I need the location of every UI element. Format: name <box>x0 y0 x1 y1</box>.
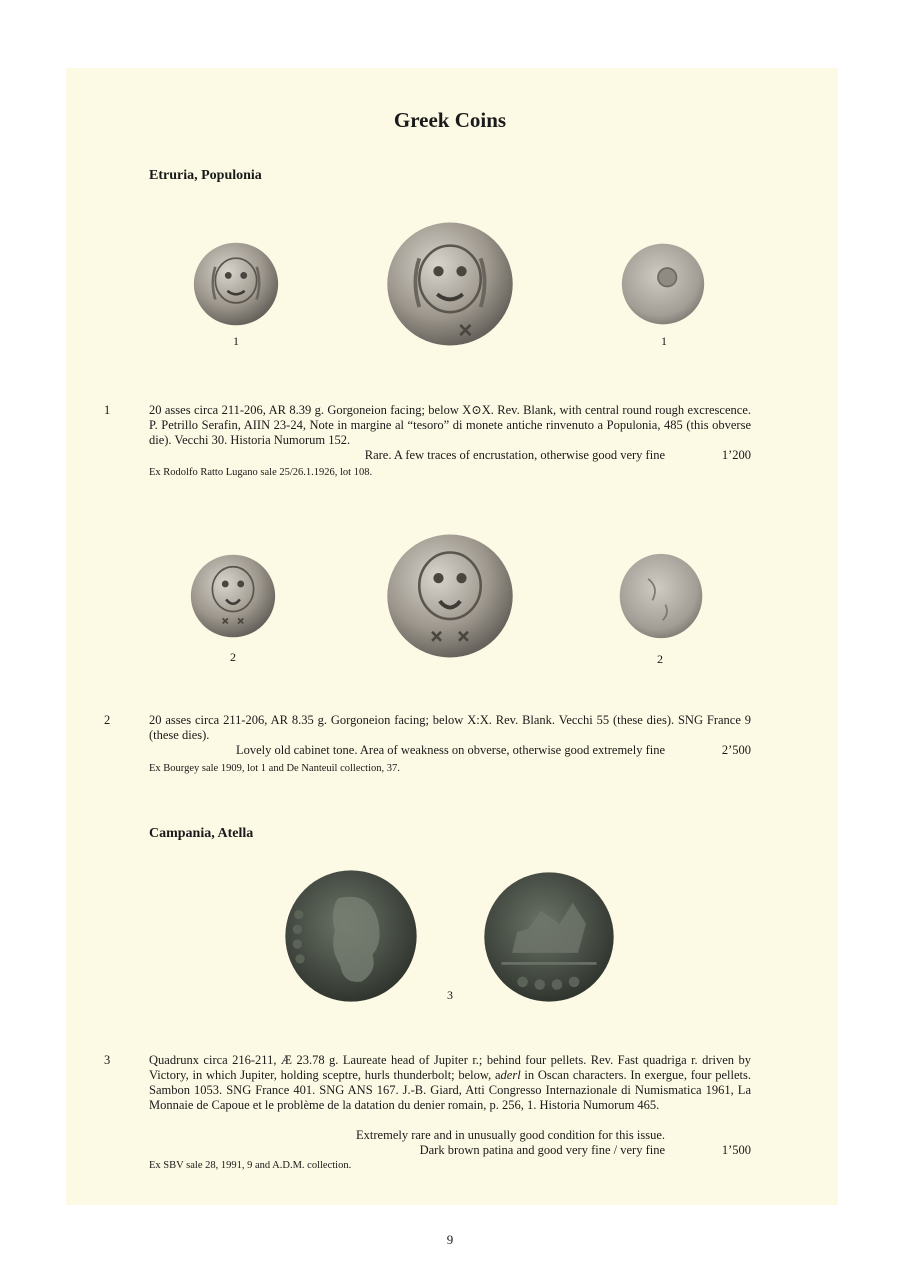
lot-estimate-price: 2’500 <box>721 743 751 757</box>
plate-label-1-reverse: 1 <box>661 334 667 348</box>
plate-label-2-reverse: 2 <box>657 652 663 666</box>
section-heading-etruria: Etruria, Populonia <box>149 168 262 183</box>
lot-condition-line <box>420 1143 751 1158</box>
coin-2-obverse-enlarged-image <box>386 527 514 665</box>
page-number: 9 <box>446 1232 454 1247</box>
lot-condition-line <box>365 448 751 463</box>
plate-label-2-obverse: 2 <box>230 650 236 664</box>
lot-description-part2: in Oscan characters. In exergue, four pellets. Sambon 1053. SNG France 401. SNG ANS 167. J.-B. Giard, Atti Congresso Internazionale di Numismatica 1961, La Monnaie de Capoue et le problème de la datation du denier romain, p. 256, 1. Historia Numorum 465. <box>149 1068 752 1112</box>
lot-estimate-price: 1’500 <box>721 1143 751 1157</box>
coin-1-reverse-image <box>621 242 705 326</box>
lot-description: 20 asses circa 211-206, AR 8.35 g. Gorgoneion facing; below X:X. Rev. Blank. Vecchi 55 (these dies). SNG France 9 (these dies). <box>149 713 751 742</box>
coin-2-reverse-image <box>618 548 704 644</box>
lot-condition-line <box>356 1128 751 1143</box>
lot-number: 2 <box>104 713 111 727</box>
coin-3-reverse-image <box>482 871 616 1003</box>
plate-label-1-obverse: 1 <box>233 334 239 348</box>
lot-provenance: Ex Rodolfo Ratto Lugano sale 25/26.1.1926, lot 108. <box>149 467 373 478</box>
lot-estimate-price: 1’200 <box>721 448 751 462</box>
lot-condition: Lovely old cabinet tone. Area of weakness on obverse, otherwise good extremely fine <box>235 743 665 757</box>
lot-condition-rarity: Extremely rare and in unusually good condition for this issue. <box>356 1128 665 1142</box>
lot-provenance: Ex SBV sale 28, 1991, 9 and A.D.M. collection. <box>149 1160 352 1171</box>
coin-1-obverse-enlarged-image <box>386 220 514 348</box>
lot-number: 3 <box>104 1053 111 1067</box>
coin-2-obverse-image <box>190 551 276 641</box>
lot-description <box>149 1053 751 1113</box>
lot-description-oscan-legend: derl <box>500 1068 521 1082</box>
section-heading-campania: Campania, Atella <box>149 826 254 841</box>
coin-3-obverse-image <box>284 869 418 1003</box>
lot-condition-line <box>236 743 751 758</box>
lot-provenance: Ex Bourgey sale 1909, lot 1 and De Nanteuil collection, 37. <box>149 763 400 774</box>
lot-description: 20 asses circa 211-206, AR 8.39 g. Gorgoneion facing; below X⊙X. Rev. Blank, with central round rough excrescence. P. Petrillo Serafin, AIIN 23-24, Note in margine al “tesoro” di monete antiche rinvenuto a Populonia, 485 (this obverse die). Vecchi 30. Historia Numorum 152. <box>149 403 751 447</box>
lot-condition: Dark brown patina and good very fine / very fine <box>419 1143 665 1157</box>
lot-description-part1: Quadrunx circa 216-211, Æ 23.78 g. Laureate head of Jupiter r.; behind four pellets. Rev. Fast quadriga r. driven by Victory, in which Jupiter, holding sceptre, hurls thunderbolt; below, a <box>149 1053 751 1082</box>
lot-number: 1 <box>104 403 111 417</box>
plate-label-3: 3 <box>447 988 453 1002</box>
page-title: Greek Coins <box>393 108 507 132</box>
coin-1-obverse-image <box>193 241 279 327</box>
lot-condition: Rare. A few traces of encrustation, otherwise good very fine <box>364 448 665 462</box>
